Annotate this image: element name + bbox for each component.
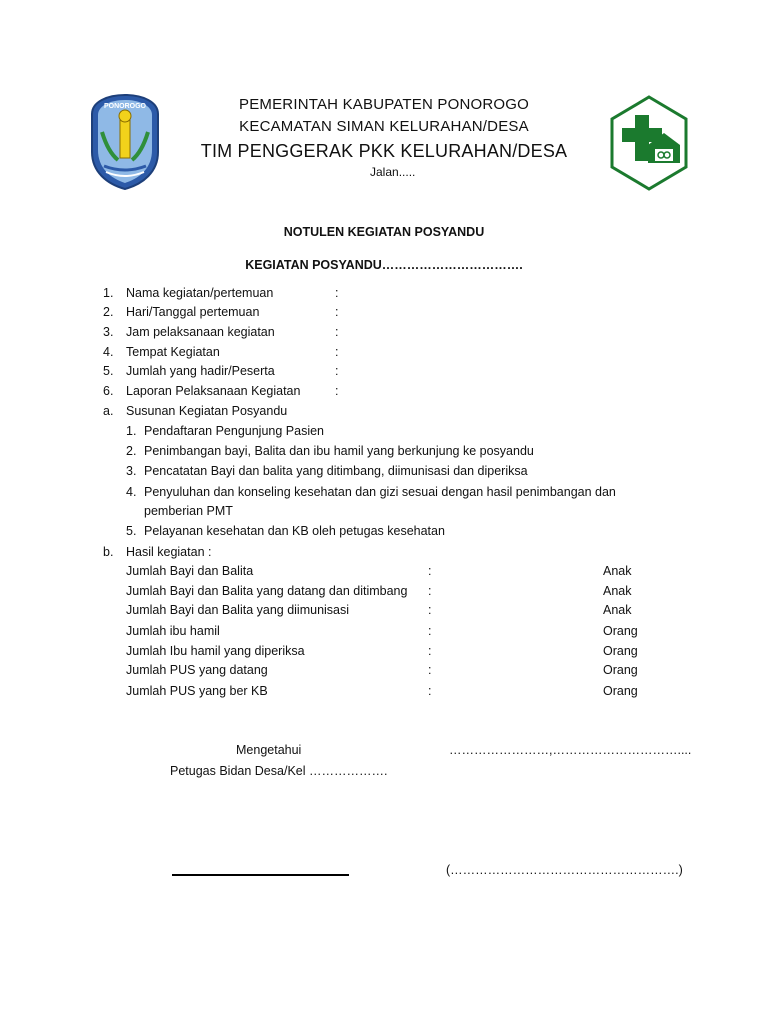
result-unit: Anak — [603, 603, 632, 617]
result-label: Jumlah Ibu hamil yang diperiksa — [126, 644, 305, 658]
activity-text: Pencatatan Bayi dan balita yang ditimbang, diimunisasi dan diperiksa — [144, 464, 528, 478]
section-b-title: Hasil kegiatan : — [126, 545, 212, 559]
activity-number: 5. — [126, 524, 137, 538]
activity-number: 4. — [126, 485, 137, 499]
activity-text: Pendaftaran Pengunjung Pasien — [144, 424, 325, 438]
result-label: Jumlah PUS yang ber KB — [126, 684, 268, 698]
header-line-2: KECAMATAN SIMAN KELURAHAN/DESA — [239, 118, 529, 135]
info-item-label: Hari/Tanggal pertemuan — [126, 305, 260, 319]
info-item-number: 1. — [103, 286, 114, 300]
activity-text: Pelayanan kesehatan dan KB oleh petugas kesehatan — [144, 524, 445, 538]
activity-text: Penyuluhan dan konseling kesehatan dan gizi sesuai dengan hasil penimbangan dan — [144, 485, 616, 499]
result-label: Jumlah PUS yang datang — [126, 663, 268, 677]
info-item-colon: : — [335, 325, 339, 339]
result-unit: Anak — [603, 584, 632, 598]
result-colon: : — [428, 564, 432, 578]
result-unit: Orang — [603, 644, 638, 658]
header-line-1: PEMERINTAH KABUPATEN PONOROGO — [238, 96, 529, 113]
result-label: Jumlah Bayi dan Balita yang datang dan ditimbang — [126, 584, 408, 598]
info-item-number: 2. — [103, 305, 114, 319]
info-item-label: Nama kegiatan/pertemuan — [126, 286, 274, 300]
result-colon: : — [428, 684, 432, 698]
result-unit: Orang — [603, 624, 638, 638]
result-label: Jumlah Bayi dan Balita yang diimunisasi — [126, 603, 350, 617]
section-a-letter: a. — [103, 404, 114, 418]
document-title: NOTULEN KEGIATAN POSYANDU — [283, 225, 485, 239]
activity-number: 2. — [126, 444, 137, 458]
info-item-label: Jam pelaksanaan kegiatan — [126, 325, 275, 339]
name-blank: (……………………………………………….) — [446, 863, 683, 877]
info-item-label: Jumlah yang hadir/Peserta — [126, 364, 275, 378]
info-item-colon: : — [335, 305, 339, 319]
info-item-label: Tempat Kegiatan — [126, 345, 220, 359]
info-item-colon: : — [335, 364, 339, 378]
logo-left-text: PONOROGO — [103, 103, 147, 110]
info-item-number: 5. — [103, 364, 114, 378]
info-item-colon: : — [335, 384, 339, 398]
place-date-blank: ……………………,………………………….... — [449, 743, 692, 757]
result-colon: : — [428, 644, 432, 658]
activity-number: 1. — [126, 424, 137, 438]
activity-text: Penimbangan bayi, Balita dan ibu hamil yang berkunjung ke posyandu — [144, 444, 534, 458]
result-unit: Orang — [603, 663, 638, 677]
header-address: Jalan..... — [370, 165, 416, 179]
info-item-colon: : — [335, 345, 339, 359]
section-a-title: Susunan Kegiatan Posyandu — [126, 404, 288, 418]
result-colon: : — [428, 624, 432, 638]
info-item-number: 3. — [103, 325, 114, 339]
activity-number: 3. — [126, 464, 137, 478]
result-colon: : — [428, 603, 432, 617]
acknowledged-label: Mengetahui — [236, 743, 302, 757]
result-label: Jumlah ibu hamil — [126, 624, 220, 638]
result-colon: : — [428, 663, 432, 677]
info-item-label: Laporan Pelaksanaan Kegiatan — [126, 384, 301, 398]
section-b-letter: b. — [103, 545, 114, 559]
info-item-number: 4. — [103, 345, 114, 359]
officer-label: Petugas Bidan Desa/Kel ………………. — [170, 764, 388, 778]
result-unit: Anak — [603, 564, 632, 578]
activity-text-continued: pemberian PMT — [144, 504, 233, 518]
result-unit: Orang — [603, 684, 638, 698]
signature-line — [172, 874, 349, 876]
result-label: Jumlah Bayi dan Balita — [126, 564, 254, 578]
document-subtitle: KEGIATAN POSYANDU……………………………. — [245, 258, 523, 272]
info-item-colon: : — [335, 286, 339, 300]
header-line-3: TIM PENGGERAK PKK KELURAHAN/DESA — [200, 141, 568, 161]
result-colon: : — [428, 584, 432, 598]
info-item-number: 6. — [103, 384, 114, 398]
